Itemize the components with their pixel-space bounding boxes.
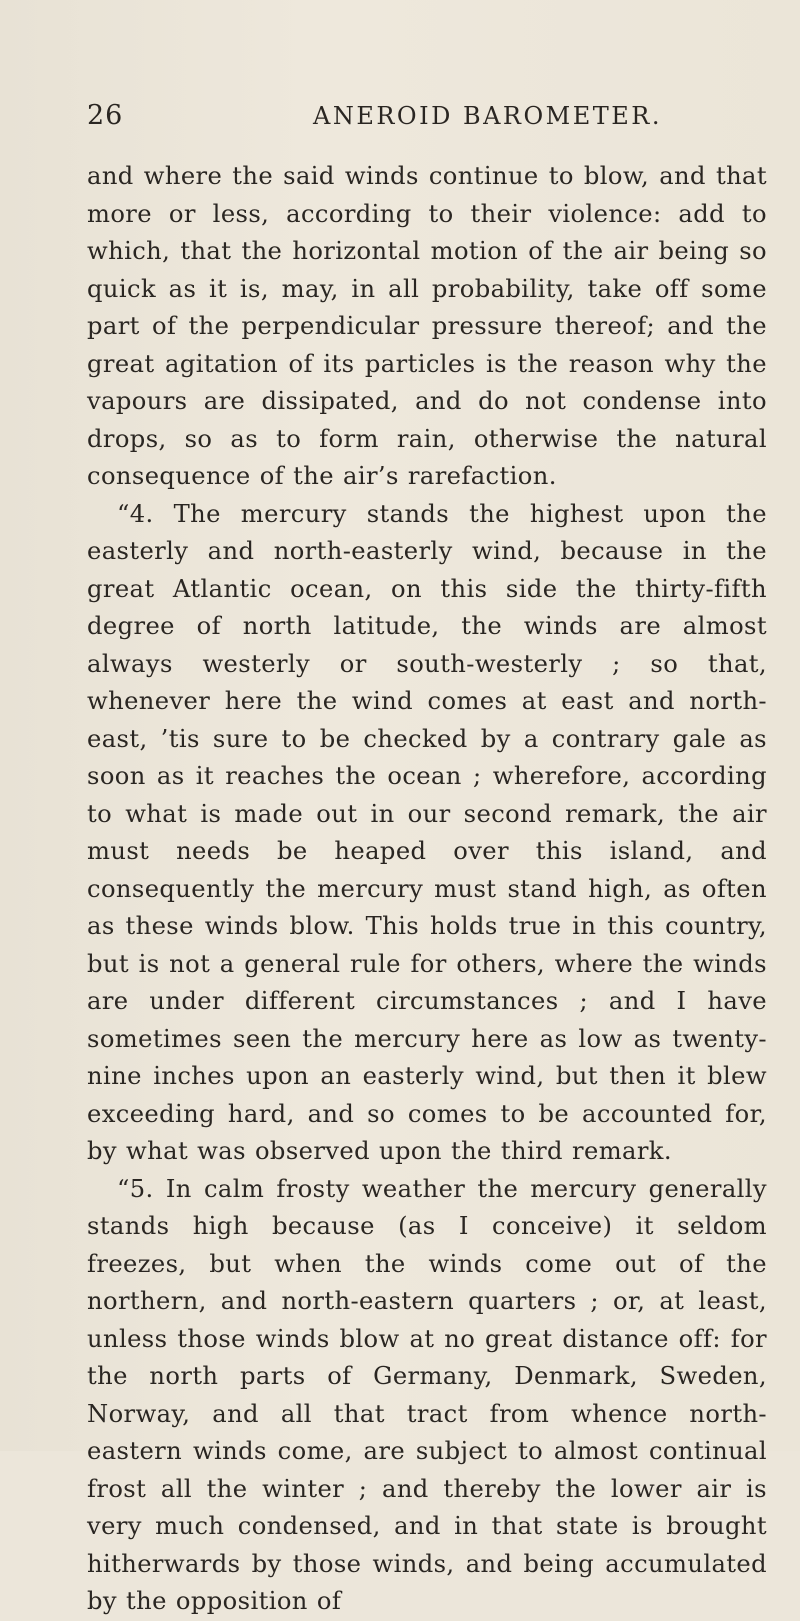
body-text — [87, 158, 767, 1621]
page-number: 26 — [87, 100, 124, 131]
running-head — [87, 100, 745, 136]
paragraph-remark-5: “5. In calm frosty weather the mercury generally stands high because (as I conceive) it seldom freezes, but when the winds come out of the northern, and north-eastern quarters ; or, at least, unless those winds blow at no great distance off: for the north parts of Germany, Denmark, Sweden, Norway, and all that tract from whence north-eastern winds come, are subject to almost continual frost all the winter ; and thereby the lower air is very much condensed, and in that state is brought hitherwards by those winds, and being accumulated by the opposition of — [87, 1174, 767, 1615]
running-title: ANEROID BAROMETER. — [313, 102, 662, 130]
paragraph-remark-4: “4. The mercury stands the highest upon the easterly and north-easterly wind, because in the great Atlantic ocean, on this side the thirty-fifth degree of north latitude, the winds are almost always westerly or south-westerly ; so that, whenever here the wind comes at east and north-east, ’tis sure to be checked by a contrary gale as soon as it reaches the ocean ; wherefore, according to what is made out in our second remark, the air must needs be heaped over this island, and consequently the mercury must stand high, as often as these winds blow. This holds true in this country, but is not a general rule for others, where the winds are under different circumstances ; and I have sometimes seen the mercury here as low as twenty-nine inches upon an easterly wind, but then it blew exceeding hard, and so comes to be accounted for, by what was observed upon the third remark. — [87, 499, 767, 1165]
paragraph-continuation: and where the said winds continue to blow, and that more or less, according to their violence: add to which, that the horizontal motion of the air being so quick as it is, may, in all probability, take off some part of the perpendicular pressure thereof; and the great agitation of its particles is the reason why the vapours are dissipated, and do not condense into drops, so as to form rain, otherwise the natural consequence of the air’s rarefaction. — [87, 162, 767, 490]
